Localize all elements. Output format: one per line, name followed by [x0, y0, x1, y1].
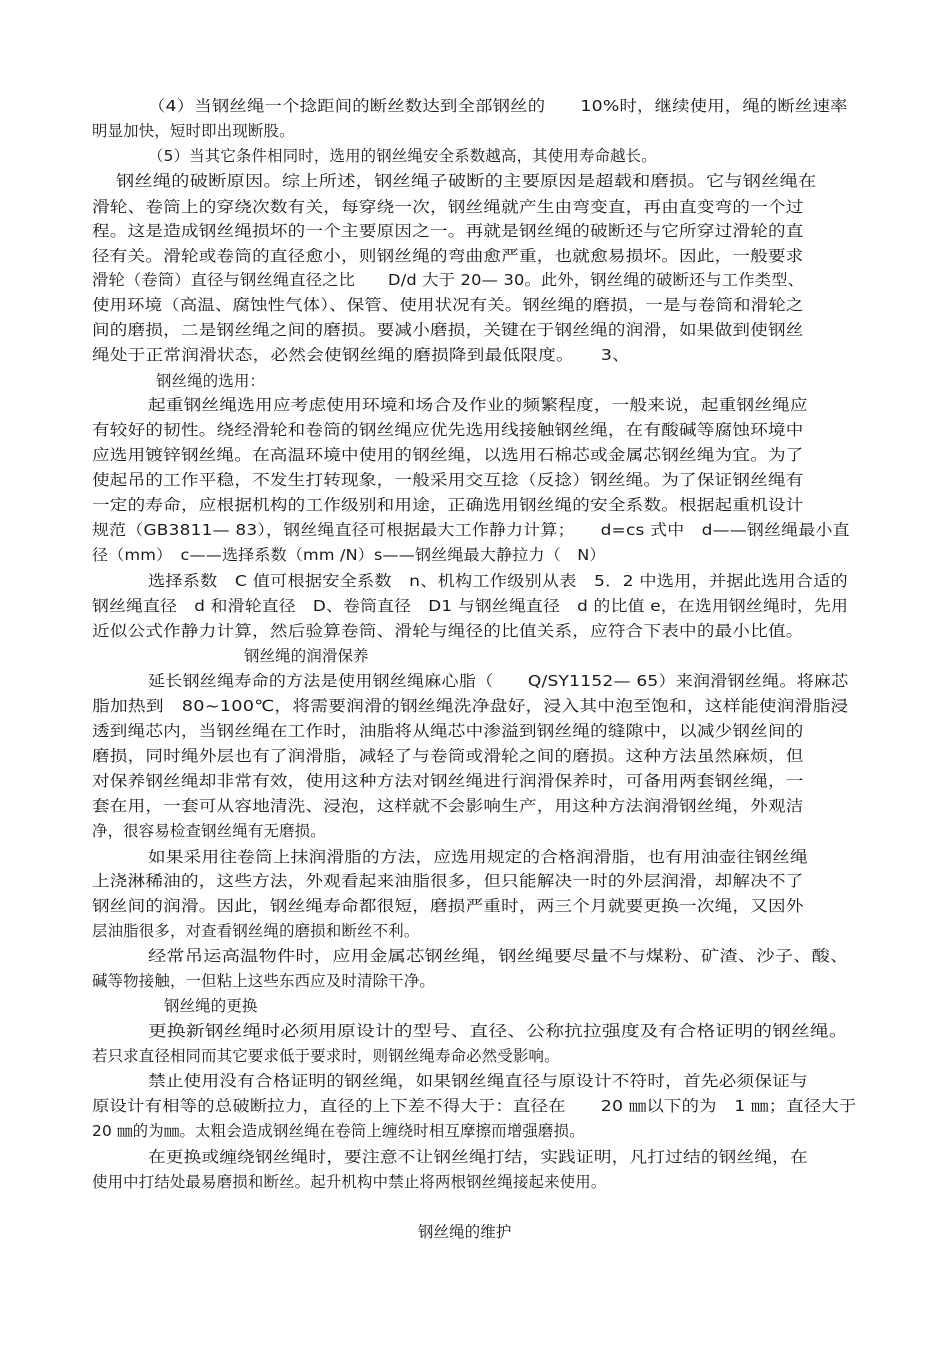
text-line: 在更换或缠绕钢丝绳时，要注意不让钢丝绳打结，实践证明，凡打过结的钢丝绳，在 — [148, 1148, 808, 1166]
text-line: 起重钢丝绳选用应考虑使用环境和场合及作业的频繁程度，一般来说，起重钢丝绳应 — [148, 396, 808, 414]
text-line: 近似公式作静力计算，然后验算卷筒、滑轮与绳径的比值关系，应符合下表中的最小比值。 — [92, 622, 804, 640]
text-line: 径有关。滑轮或卷筒的直径愈小，则钢丝绳的弯曲愈严重，也就愈易损坏。因此，一般要求 — [92, 247, 804, 265]
text-line: 径（mm） c——选择系数（mm /N）s——钢丝绳最大静拉力（ N） — [92, 546, 606, 564]
text-line: 套在用，一套可从容地清洗、浸泡，这样就不会影响生产，用这种方法润滑钢丝绳，外观洁 — [92, 797, 804, 815]
text-line: 钢丝绳的选用： — [156, 372, 266, 390]
text-line: 更换新钢丝绳时必须用原设计的型号、直径、公称抗拉强度及有合格证明的钢丝绳。 — [148, 1022, 848, 1040]
text-line: 延长钢丝绳寿命的方法是使用钢丝绳麻心脂（ Q/SY1152— 65）来润滑钢丝绳。将麻芯 — [148, 672, 849, 690]
text-line: 禁止使用没有合格证明的钢丝绳，如果钢丝绳直径与原设计不符时，首先必须保证与 — [148, 1072, 808, 1090]
text-line: 使起吊的工作平稳，不发生打转现象，一般采用交互捻（反捻）钢丝绳。为了保证钢丝绳有 — [92, 471, 804, 489]
text-line: 规范（GB3811— 83），钢丝绳直径可根据最大工作静力计算； d=cs 式中 d——钢丝绳最小直 — [92, 521, 850, 539]
text-line: 磨损，同时绳外层也有了润滑脂，减轻了与卷筒或滑轮之间的磨损。这种方法虽然麻烦，但 — [92, 747, 804, 765]
text-line: 透到绳芯内，当钢丝绳在工作时，油脂将从绳芯中渗溢到钢丝绳的缝隙中，以减少钢丝间的 — [92, 722, 804, 740]
text-line: 选择系数 C 值可根据安全系数 n、机构工作级别从表 5．2 中选用，并据此选用合适的 — [148, 572, 848, 590]
text-line: 层油脂很多，对查看钢丝绳的磨损和断丝不利。 — [92, 922, 420, 940]
text-line: 间的磨损，二是钢丝绳之间的磨损。要减小磨损，关键在于钢丝绳的润滑，如果做到使钢丝 — [92, 321, 804, 339]
text-line: 经常吊运高温物件时，应用金属芯钢丝绳，钢丝绳要尽量不与煤粉、矿渣、沙子、酸、 — [148, 947, 849, 965]
text-line: 20 ㎜的为㎜。太粗会造成钢丝绳在卷筒上缠绕时相互摩擦而增强磨损。 — [92, 1122, 585, 1140]
text-line: 滑轮（卷筒）直径与钢丝绳直径之比 D/d 大于 20— 30。此外，钢丝绳的破断还与工作类型、 — [92, 271, 805, 289]
text-line: 钢丝间的润滑。因此，钢丝绳寿命都很短，磨损严重时，两三个月就要更换一次绳，又因外 — [92, 897, 804, 915]
text-line: 钢丝绳直径 d 和滑轮直径 D、卷筒直径 D1 与钢丝绳直径 d 的比值 e，在选用钢丝绳时，先用 — [92, 597, 849, 615]
text-line: 若只求直径相同而其它要求低于要求时，则钢丝绳寿命必然受影响。 — [92, 1047, 560, 1065]
text-line: 绳处于正常润滑状态，必然会使钢丝绳的磨损降到最低限度。 3、 — [92, 346, 631, 364]
text-line: 明显加快，短时即出现断股。 — [92, 122, 295, 140]
text-line: （5）当其它条件相同时，选用的钢丝绳安全系数越高，其使用寿命越长。 — [148, 147, 657, 165]
text-line: 程。这是造成钢丝绳损坏的一个主要原因之一。再就是钢丝绳的破断还与它所穿过滑轮的直 — [92, 222, 804, 240]
text-line: 钢丝绳的润滑保养 — [244, 647, 369, 665]
text-line: （4）当钢丝绳一个捻距间的断丝数达到全部钢丝的 10%时，继续使用，绳的断丝速率 — [148, 97, 848, 115]
text-line: 对保养钢丝绳却非常有效，使用这种方法对钢丝绳进行润滑保养时，可备用两套钢丝绳，一 — [92, 772, 804, 790]
text-line: 有较好的韧性。绕经滑轮和卷筒的钢丝绳应优先选用线接触钢丝绳，在有酸碱等腐蚀环境中 — [92, 421, 804, 439]
text-line: 使用环境（高温、腐蚀性气体）、保管、使用状况有关。钢丝绳的磨损，一是与卷筒和滑轮之 — [92, 296, 804, 314]
text-line: 钢丝绳的更换 — [164, 997, 258, 1015]
text-line: 上浇淋稀油的，这些方法，外观看起来油脂很多，但只能解决一时的外层润滑，却解决不了 — [92, 872, 804, 890]
text-line: 净，很容易检查钢丝绳有无磨损。 — [92, 822, 326, 840]
text-line: 滑轮、卷筒上的穿绕次数有关，每穿绕一次，钢丝绳就产生由弯变直，再由直变弯的一个过 — [92, 198, 804, 216]
text-line: 使用中打结处最易磨损和断丝。起升机构中禁止将两根钢丝绳接起来使用。 — [92, 1173, 607, 1191]
text-line: 钢丝绳的破断原因。综上所述，钢丝绳子破断的主要原因是超载和磨损。它与钢丝绳在 — [116, 172, 817, 190]
text-line: 原设计有相等的总破断拉力，直径的上下差不得大于：直径在 20 ㎜以下的为 1 ㎜；直径大于 — [92, 1097, 857, 1115]
text-line: 如果采用往卷筒上抹润滑脂的方法，应选用规定的合格润滑脂，也有用油壶往钢丝绳 — [148, 848, 808, 866]
text-line: 脂加热到 80~100℃，将需要润滑的钢丝绳洗净盘好，浸入其中泡至饱和，这样能使润滑脂浸 — [92, 697, 849, 715]
text-line: 应选用镀锌钢丝绳。在高温环境中使用的钢丝绳，以选用石棉芯或金属芯钢丝绳为宜。为了 — [92, 446, 804, 464]
text-line: 碱等物接触，一但粘上这些东西应及时清除干净。 — [92, 972, 435, 990]
text-line: 一定的寿命，应根据机构的工作级别和用途，正确选用钢丝绳的安全系数。根据起重机设计 — [92, 496, 804, 514]
text-line: 钢丝绳的维护 — [418, 1223, 512, 1241]
